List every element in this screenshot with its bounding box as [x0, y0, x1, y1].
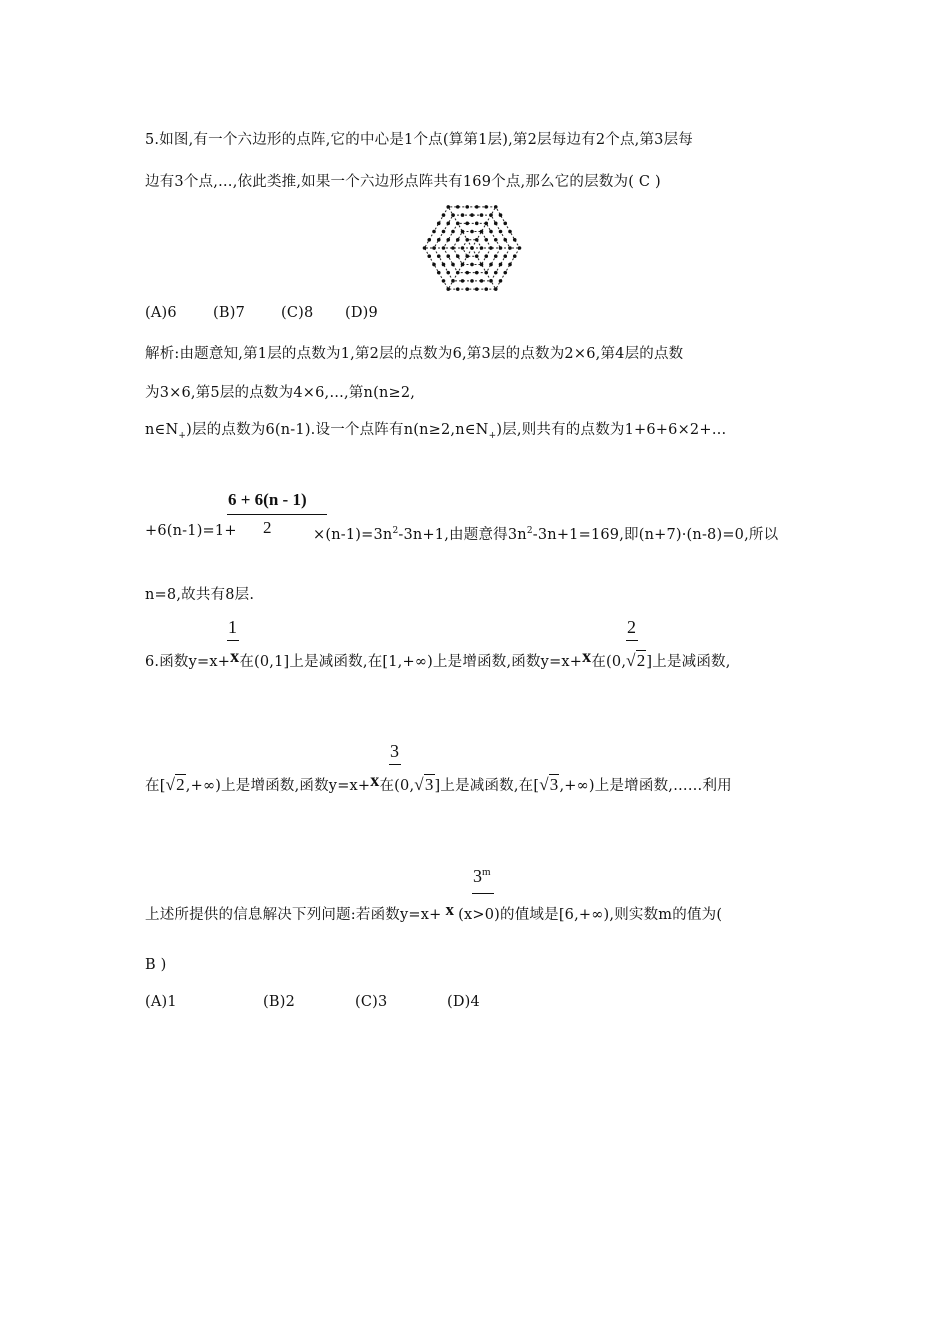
- frac4-exponent: m: [482, 866, 491, 878]
- sol4-sup: 2: [392, 526, 399, 537]
- lattice-dot: [484, 254, 488, 258]
- lattice-dot: [499, 230, 503, 234]
- lattice-dot: [494, 271, 498, 275]
- lattice-dot: [465, 238, 469, 242]
- lattice-dot: [465, 222, 469, 226]
- lattice-dot: [461, 263, 465, 267]
- lattice-dot: [499, 279, 503, 283]
- q5-solution-line-3: [145, 418, 726, 441]
- sqrt2-radicand: 2: [636, 651, 646, 670]
- lattice-dot: [465, 271, 469, 275]
- sqrt3-radicand: 3: [424, 775, 434, 794]
- sqrt3-symbol-b: √3: [539, 775, 559, 794]
- q5-solution-line-5: n=8,故共有8层.: [145, 587, 255, 603]
- lattice-dot: [442, 263, 446, 267]
- lattice-spoke: [448, 248, 472, 289]
- lattice-dot: [427, 238, 431, 242]
- lattice-dot: [442, 246, 446, 250]
- lattice-dot: [470, 263, 474, 267]
- frac4-base: 3: [473, 866, 482, 886]
- sol3-sub2: +: [488, 430, 497, 441]
- lattice-dot: [437, 254, 441, 258]
- lattice-dot: [499, 246, 503, 250]
- lattice-dot: [503, 238, 507, 242]
- lattice-dot: [442, 279, 446, 283]
- sqrt2-radicand-b: 2: [176, 775, 185, 794]
- hexagon-dot-lattice-figure: [417, 197, 527, 299]
- lattice-dot: [456, 222, 460, 226]
- lattice-dot: [446, 238, 450, 242]
- lattice-dot: [461, 213, 465, 217]
- lattice-dot: [503, 254, 507, 258]
- q5-solution-line-2: 为3×6,第5层的点数为4×6,…,第n(n≥2,: [145, 385, 416, 401]
- lattice-dot: [470, 246, 474, 250]
- frac3-num: 3: [390, 741, 399, 761]
- sol3-b: )层的点数为6(n-1).设一个点阵有n(n≥2,n∈N: [186, 422, 489, 438]
- fraction-denominator: 2: [263, 518, 272, 537]
- q5-line-2: 边有3个点,…,依此类推,如果一个六边形点阵共有169个点,那么它的层数为( C ): [145, 174, 661, 190]
- lattice-dot: [475, 222, 479, 226]
- lattice-dot: [470, 279, 474, 283]
- q6-l1b: 在(0,1]上是减函数,在[1,+∞)上是增函数,函数y=x+: [239, 654, 583, 670]
- lattice-dot: [437, 238, 441, 242]
- lattice-dot: [508, 263, 512, 267]
- frac2-num: 2: [627, 617, 636, 637]
- q5-options: [145, 305, 378, 321]
- sqrt2-symbol-b: √2: [165, 775, 185, 794]
- q6-line-2: [145, 770, 732, 795]
- q6-l1c: 在(0,: [591, 654, 627, 670]
- lattice-dot: [475, 205, 479, 209]
- lattice-spoke: [448, 207, 472, 248]
- lattice-dot: [470, 230, 474, 234]
- lattice-dot: [446, 287, 450, 291]
- lattice-dot: [513, 254, 517, 258]
- lattice-dot: [451, 246, 455, 250]
- lattice-dot: [494, 205, 498, 209]
- lattice-dot: [480, 263, 484, 267]
- lattice-dot: [456, 205, 460, 209]
- sol3-a: n∈N: [145, 422, 179, 438]
- q6-l2a: 在[: [145, 778, 166, 794]
- lattice-dot: [494, 238, 498, 242]
- lattice-dot: [461, 246, 465, 250]
- lattice-dot: [489, 279, 493, 283]
- lattice-dot: [446, 271, 450, 275]
- lattice-dot: [427, 254, 431, 258]
- lattice-dot: [518, 246, 522, 250]
- lattice-dot: [432, 263, 436, 267]
- lattice-dot: [484, 271, 488, 275]
- sol3-sub: +: [178, 430, 187, 441]
- q6-answer: B ): [145, 957, 167, 973]
- q5-line-1: 5.如图,有一个六边形的点阵,它的中心是1个点(算第1层),第2层每边有2个点,第3层每: [145, 132, 694, 148]
- q5-solution-line-4b: [313, 523, 778, 544]
- lattice-dot: [494, 222, 498, 226]
- lattice-dot: [489, 230, 493, 234]
- lattice-dot: [423, 246, 427, 250]
- q6-option-b[interactable]: (B)2: [263, 994, 295, 1010]
- lattice-dot: [451, 263, 455, 267]
- lattice-dot: [465, 287, 469, 291]
- lattice-dot: [446, 205, 450, 209]
- q6-l3b: (x>0)的值域是[6,+∞),则实数m的值为(: [458, 907, 723, 923]
- lattice-dot: [480, 230, 484, 234]
- frac1-den: x: [230, 646, 240, 666]
- frac1-num: 1: [228, 617, 237, 637]
- lattice-dot: [451, 279, 455, 283]
- lattice-dot: [470, 213, 474, 217]
- q5-option-a[interactable]: (A)6: [145, 305, 177, 321]
- lattice-dot: [456, 254, 460, 258]
- lattice-dot: [503, 271, 507, 275]
- q5-solution-line-1: 解析:由题意知,第1层的点数为1,第2层的点数为6,第3层的点数为2×6,第4层的点数: [145, 346, 684, 362]
- q6-line-1: [145, 646, 731, 671]
- q5-option-d[interactable]: (D)9: [345, 305, 378, 321]
- lattice-dot: [437, 222, 441, 226]
- frac4-bar: [472, 893, 494, 894]
- lattice-dot: [513, 238, 517, 242]
- lattice-dot: [475, 238, 479, 242]
- frac3-den: x: [370, 770, 380, 790]
- q6-option-d[interactable]: (D)4: [447, 994, 480, 1010]
- fraction-numerator: 6 + 6(n - 1): [228, 490, 307, 509]
- lattice-dot: [432, 246, 436, 250]
- lattice-dot: [503, 222, 507, 226]
- frac2-den: x: [582, 646, 592, 666]
- q6-l1a: 6.函数y=x+: [145, 654, 231, 670]
- sol4-d: -3n+1=169,即(n+7)·(n-8)=0,所以: [532, 527, 779, 543]
- q6-option-a[interactable]: (A)1: [145, 994, 177, 1010]
- fraction-bar: [227, 514, 327, 515]
- lattice-dot: [465, 254, 469, 258]
- lattice-dot: [508, 230, 512, 234]
- sol4-sup2: 2: [526, 526, 533, 537]
- sol4-b: ×(n-1)=3n: [313, 527, 393, 543]
- lattice-dot: [480, 279, 484, 283]
- lattice-dot: [451, 213, 455, 217]
- q6-option-c[interactable]: (C)3: [355, 994, 388, 1010]
- lattice-dot: [480, 246, 484, 250]
- q5-solution-line-4a: +6(n-1)=1+: [145, 523, 237, 539]
- frac4-num: [473, 866, 491, 887]
- lattice-dot: [480, 213, 484, 217]
- lattice-dot: [461, 279, 465, 283]
- lattice-dot: [494, 287, 498, 291]
- lattice-dot: [465, 205, 469, 209]
- lattice-dot: [484, 205, 488, 209]
- lattice-dot: [456, 287, 460, 291]
- sqrt3-symbol: √3: [414, 775, 434, 794]
- lattice-dot: [456, 238, 460, 242]
- sol4-c: -3n+1,由题意得3n: [398, 527, 527, 543]
- lattice-dot: [446, 254, 450, 258]
- frac4-den: x: [445, 900, 455, 919]
- lattice-spoke: [472, 248, 496, 289]
- lattice-dot: [456, 271, 460, 275]
- q5-option-b[interactable]: (B)7: [213, 305, 245, 321]
- lattice-dot: [484, 238, 488, 242]
- q6-options: [145, 994, 480, 1010]
- lattice-dot: [451, 230, 455, 234]
- lattice-dot: [437, 271, 441, 275]
- lattice-dot: [508, 246, 512, 250]
- lattice-spoke: [472, 207, 496, 248]
- q6-l2e: ,+∞)上是增函数,……利用: [559, 778, 732, 794]
- q6-line-3: [145, 900, 723, 924]
- q6-l2d: ]上是减函数,在[: [434, 778, 540, 794]
- q6-l1d: ]上是减函数,: [646, 654, 731, 670]
- lattice-dot: [446, 222, 450, 226]
- lattice-dot: [475, 271, 479, 275]
- lattice-dot: [475, 254, 479, 258]
- lattice-dot: [432, 230, 436, 234]
- q6-l3a: 上述所提供的信息解决下列问题:若函数y=x+: [145, 907, 442, 923]
- lattice-dot: [484, 222, 488, 226]
- q6-l2b: ,+∞)上是增函数,函数y=x+: [185, 778, 371, 794]
- lattice-dot: [489, 213, 493, 217]
- lattice-dot: [475, 287, 479, 291]
- lattice-dot: [494, 254, 498, 258]
- lattice-dot: [489, 263, 493, 267]
- lattice-dot: [489, 246, 493, 250]
- lattice-dot: [499, 213, 503, 217]
- sqrt3-radicand-b: 3: [549, 775, 559, 794]
- frac1-bar: [227, 640, 239, 641]
- lattice-dot: [442, 230, 446, 234]
- frac3-bar: [389, 764, 401, 765]
- lattice-dot: [442, 213, 446, 217]
- lattice-dot: [484, 287, 488, 291]
- sqrt2-symbol: √2: [626, 651, 646, 670]
- frac2-bar: [626, 640, 638, 641]
- q6-l2c: 在(0,: [379, 778, 415, 794]
- lattice-dot: [461, 230, 465, 234]
- q5-option-c[interactable]: (C)8: [281, 305, 314, 321]
- sol3-c: )层,则共有的点数为1+6+6×2+…: [496, 422, 727, 438]
- lattice-dot: [499, 263, 503, 267]
